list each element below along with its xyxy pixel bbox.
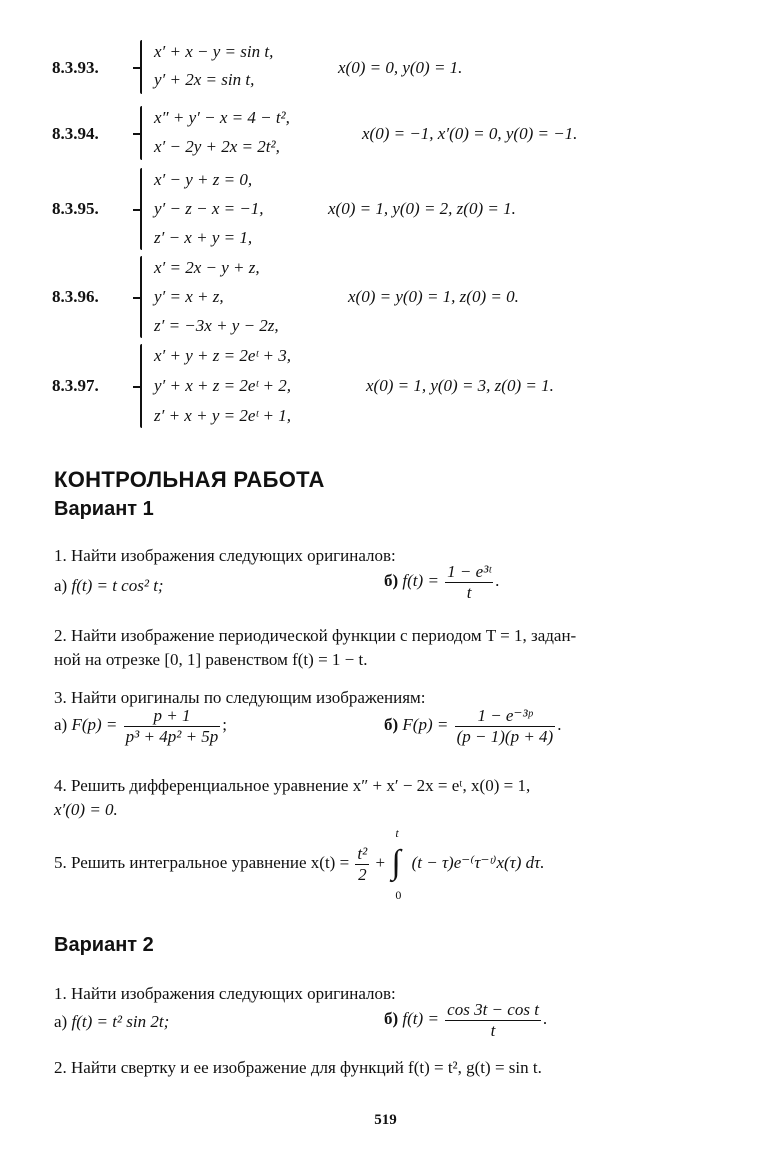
numerator: t² xyxy=(357,843,368,863)
numerator: p + 1 xyxy=(153,706,191,725)
equation: x′ = 2x − y + z, xyxy=(154,258,260,277)
problem-number: 8.3.94. xyxy=(52,124,99,143)
initial-conditions: x(0) = −1, x′(0) = 0, y(0) = −1. xyxy=(362,124,578,143)
problem-number: 8.3.95. xyxy=(52,199,99,218)
equation: x′ + x − y = sin t, xyxy=(154,42,274,61)
variant-1-title: Вариант 1 xyxy=(54,498,154,520)
task-text: 5. Решить интегральное уравнение x(t) = xyxy=(54,852,350,872)
equation: y′ − z − x = −1, xyxy=(154,199,264,218)
equation: y′ + 2x = sin t, xyxy=(154,70,255,89)
equation: z′ = −3x + y − 2z, xyxy=(154,316,279,335)
page-number: 519 xyxy=(374,1112,397,1128)
numerator: 1 − e⁻³ᵖ xyxy=(477,706,533,725)
denominator: t xyxy=(445,1020,541,1041)
equation: x′ − y + z = 0, xyxy=(154,170,253,189)
item-label: б) xyxy=(384,714,399,734)
v2-task-2: 2. Найти свертку и ее изображение для функций f(t) = t², g(t) = sin t. xyxy=(54,1058,542,1077)
v1-task-3a: а) F(p) = $\frac{p + 1}{\text{p³ + 4p² + 5p}}$ ; xyxy=(54,706,228,746)
equation: z′ + x + y = 2eᵗ + 1, xyxy=(154,406,291,425)
variant-2-title: Вариант 2 xyxy=(54,934,154,956)
equation: z′ − x + y = 1, xyxy=(154,228,253,247)
system-brace xyxy=(140,40,142,94)
denominator: 2 xyxy=(355,864,369,885)
lower-limit: 0 xyxy=(395,888,402,902)
denominator: p³ + 4p² + 5p xyxy=(125,726,219,746)
initial-conditions: x(0) = 0, y(0) = 1. xyxy=(338,58,463,77)
v1-task-1a xyxy=(54,576,164,596)
denominator: (p − 1)(p + 4) xyxy=(456,726,554,746)
upper-limit: t xyxy=(395,826,399,840)
problem-number: 8.3.93. xyxy=(52,58,99,77)
formula-lhs: F(p) = xyxy=(402,714,449,734)
v1-task-1b: б) f(t) = $\frac{\text{1 − e³ᵗ}}{t}$ . xyxy=(384,562,500,602)
equation: x″ + y′ − x = 4 − t², xyxy=(154,108,290,127)
item-label: б) xyxy=(384,570,399,590)
item-label: а) xyxy=(54,714,68,734)
formula-lhs: F(p) = xyxy=(71,714,118,734)
formula: f(t) = t cos² t; xyxy=(71,576,164,595)
fraction xyxy=(445,1000,541,1040)
system-brace xyxy=(140,168,142,250)
v1-task-2-line-1: 2. Найти изображение периодической функции с периодом T = 1, задан- xyxy=(54,626,577,645)
formula-lhs: f(t) = xyxy=(402,570,439,590)
v1-task-2-line-2: ной на отрезке [0, 1] равенством f(t) = 1 − t. xyxy=(54,650,368,669)
denominator: t xyxy=(445,582,493,603)
system-brace xyxy=(140,106,142,160)
item-label: б) xyxy=(384,1008,399,1028)
v1-task-3b: б) F(p) = $\frac{\text{1 − e⁻³ᵖ}}{(p - 1)(p + 4)}$ . xyxy=(384,706,562,746)
v2-task-1: 1. Найти изображения следующих оригиналов: xyxy=(54,984,396,1003)
numerator: 1 − e³ᵗ xyxy=(447,562,492,581)
fraction xyxy=(355,844,369,884)
v1-task-4-line-1: 4. Решить дифференциальное уравнение x″ + x′ − 2x = eᵗ, x(0) = 1, xyxy=(54,776,531,795)
equation: x′ − 2y + 2x = 2t², xyxy=(154,137,280,156)
v2-task-1a xyxy=(54,1012,169,1032)
problem-number: 8.3.97. xyxy=(52,376,99,395)
system-brace xyxy=(140,256,142,338)
integrand: (t − τ)e⁻⁽τ⁻ᵗ⁾x(τ) dτ. xyxy=(411,852,545,872)
integral-sign: t ∫ 0 xyxy=(391,826,402,902)
fraction xyxy=(455,706,556,746)
item-label: а) xyxy=(54,576,68,595)
fraction xyxy=(445,562,493,602)
v2-task-1b: б) f(t) = $\frac{\text{cos 3t − cos t}}{t}$ . xyxy=(384,1000,548,1040)
v1-task-5: 5. Решить интегральное уравнение x(t) = $\frac{\text{t²}}{2}$ + t ∫ 0 (t − τ)e⁻⁽τ⁻ᵗ⁾x(τ) dτ. xyxy=(54,826,545,902)
v1-task-4-line-2: x′(0) = 0. xyxy=(54,800,118,819)
v1-task-1: 1. Найти изображения следующих оригиналов: xyxy=(54,546,396,565)
section-title: КОНТРОЛЬНАЯ РАБОТА xyxy=(54,467,325,492)
numerator: cos 3t − cos t xyxy=(447,1000,539,1019)
v1-task-3: 3. Найти оригиналы по следующим изображениям: xyxy=(54,688,426,707)
initial-conditions: x(0) = y(0) = 1, z(0) = 0. xyxy=(348,287,519,306)
item-label: а) xyxy=(54,1012,68,1031)
initial-conditions: x(0) = 1, y(0) = 2, z(0) = 1. xyxy=(328,199,516,218)
initial-conditions: x(0) = 1, y(0) = 3, z(0) = 1. xyxy=(366,376,554,395)
equation: y′ + x + z = 2eᵗ + 2, xyxy=(154,376,291,395)
formula: f(t) = t² sin 2t; xyxy=(71,1012,170,1031)
problem-number: 8.3.96. xyxy=(52,287,99,306)
system-brace xyxy=(140,344,142,428)
equation: x′ + y + z = 2eᵗ + 3, xyxy=(154,346,291,365)
equation: y′ = x + z, xyxy=(154,287,224,306)
formula-lhs: f(t) = xyxy=(402,1008,439,1028)
fraction xyxy=(124,706,221,746)
